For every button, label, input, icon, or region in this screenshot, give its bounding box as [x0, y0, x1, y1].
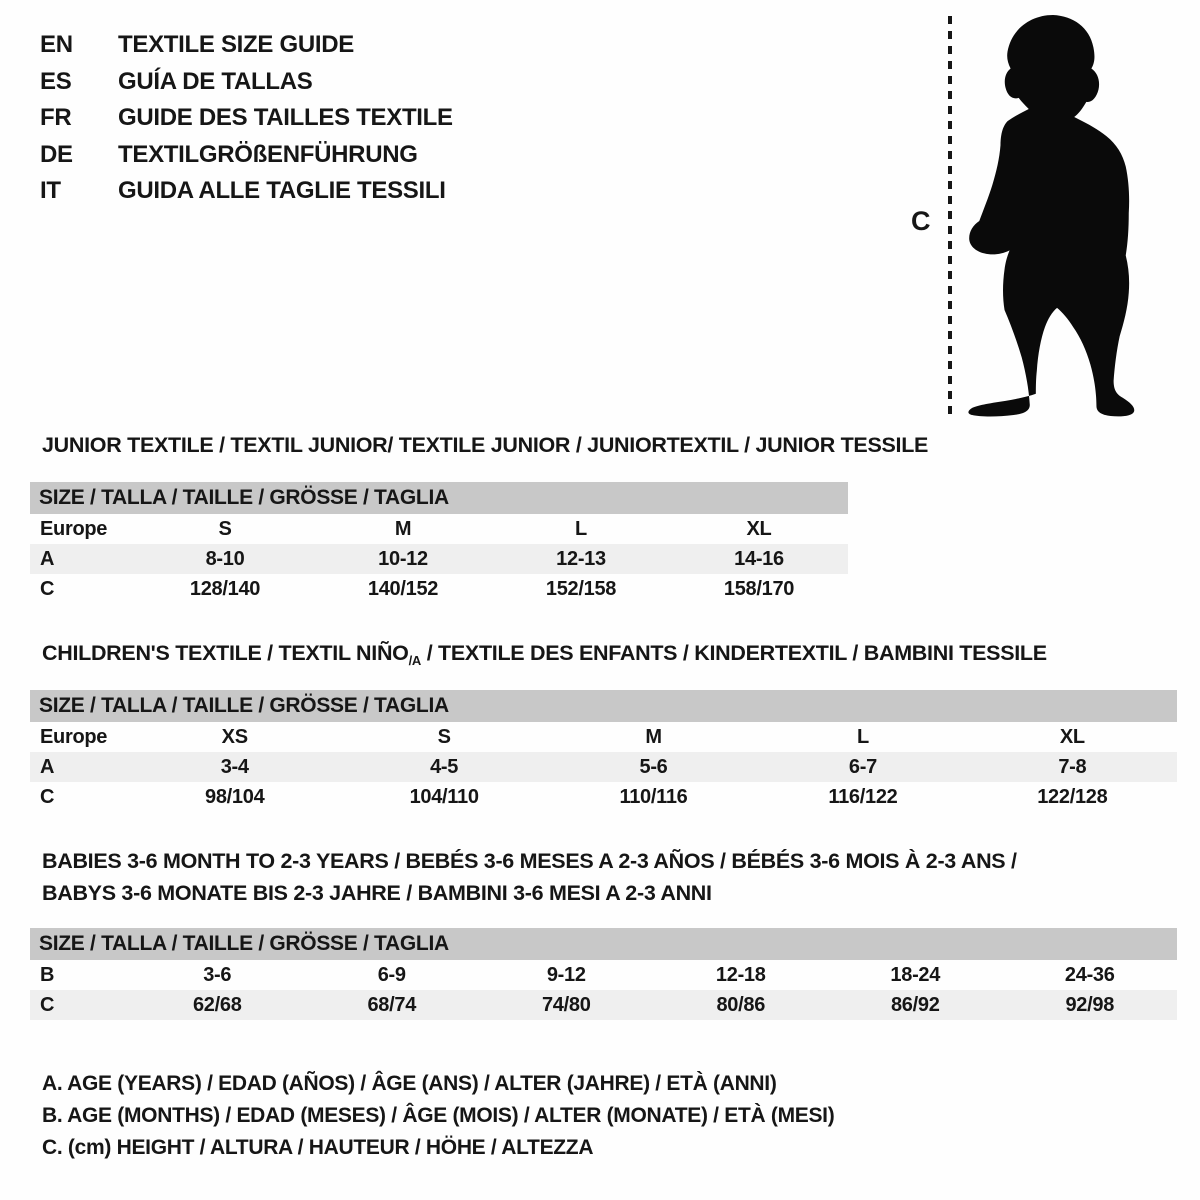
table-row-age [30, 752, 1177, 782]
size-cell: M [645, 726, 662, 748]
row-label-cell: C [40, 578, 55, 600]
size-cell: L [575, 518, 587, 540]
size-cell: S [218, 518, 232, 540]
size-cell: M [394, 518, 412, 540]
age-cell: 10-12 [378, 548, 428, 570]
guide-title-es: GUÍA DE TALLAS [118, 67, 313, 95]
toddler-silhouette-image [966, 13, 1138, 417]
table-row-height [30, 574, 848, 604]
age-cell: 7-8 [1058, 756, 1087, 778]
height-cell: 122/128 [1037, 786, 1108, 808]
size-cell: XS [221, 726, 248, 748]
months-cell: 3-6 [203, 964, 232, 986]
row-label-cell: C [40, 994, 55, 1016]
legend-line-height: C. (cm) HEIGHT / ALTURA / HAUTEUR / HÖHE / ALTEZZA [42, 1136, 594, 1159]
babies-section-title-line2: BABYS 3-6 MONATE BIS 2-3 JAHRE / BAMBINI 3-6 MESI A 2-3 ANNI [42, 881, 712, 905]
size-cell: L [856, 726, 869, 748]
lang-row-es [40, 68, 453, 105]
guide-title-it: GUIDA ALLE TAGLIE TESSILI [118, 177, 446, 204]
guide-title-fr: GUIDE DES TAILLES TEXTILE [118, 104, 453, 131]
age-cell: 6-7 [848, 756, 877, 778]
height-cell: 158/170 [723, 578, 795, 600]
table-row-sizes [30, 722, 1177, 752]
lang-code: FR [40, 104, 72, 131]
lang-code: EN [40, 31, 73, 58]
row-label-cell: Europe [40, 518, 108, 540]
height-measure-dashed-line [948, 16, 952, 420]
age-cell: 4-5 [430, 756, 459, 778]
height-cell: 98/104 [205, 786, 265, 808]
babies-section-title-line1: BABIES 3-6 MONTH TO 2-3 YEARS / BEBÉS 3-6 MESES A 2-3 AÑOS / BÉBÉS 3-6 MOIS À 2-3 ANS / [42, 849, 1017, 873]
table-row-age [30, 544, 848, 574]
height-cell: 62/68 [192, 994, 242, 1016]
row-label-cell: A [40, 756, 55, 778]
language-title-block [40, 31, 453, 214]
age-cell: 8-10 [205, 548, 245, 570]
months-cell: 9-12 [546, 964, 586, 986]
children-title-main: CHILDREN'S TEXTILE / TEXTIL NIÑO [42, 641, 409, 665]
guide-title-en: TEXTILE SIZE GUIDE [118, 31, 354, 58]
lang-row-it [40, 177, 453, 214]
size-cell: XL [1059, 726, 1085, 748]
row-label-cell: Europe [40, 726, 108, 748]
children-size-table [30, 690, 1177, 812]
height-cell: 104/110 [409, 786, 479, 808]
height-cell: 80/86 [716, 994, 766, 1016]
height-measure-label: C [911, 206, 931, 236]
height-cell: 92/98 [1065, 994, 1115, 1016]
height-cell: 86/92 [890, 994, 940, 1016]
row-label-cell: A [40, 548, 55, 570]
children-title-subscript: /A [408, 653, 422, 668]
height-cell: 74/80 [541, 994, 591, 1016]
size-header-bar: SIZE / TALLA / TAILLE / GRÖSSE / TAGLIA [30, 928, 1177, 960]
months-cell: 12-18 [715, 964, 766, 986]
age-cell: 12-13 [556, 548, 606, 570]
children-section-title [42, 641, 1047, 666]
size-cell: S [437, 726, 451, 748]
size-header-bar: SIZE / TALLA / TAILLE / GRÖSSE / TAGLIA [30, 482, 848, 514]
table-row-height [30, 782, 1177, 812]
table-row-height [30, 990, 1177, 1020]
children-title-rest: / TEXTILE DES ENFANTS / KINDERTEXTIL / BAMBINI TESSILE [421, 641, 1047, 665]
lang-row-de [40, 141, 453, 178]
lang-code: ES [40, 67, 72, 95]
height-cell: 110/116 [619, 786, 688, 808]
age-cell: 14-16 [734, 548, 784, 570]
legend-line-age-months: B. AGE (MONTHS) / EDAD (MESES) / ÂGE (MOIS) / ALTER (MONATE) / ETÀ (MESI) [42, 1104, 835, 1127]
size-cell: XL [746, 518, 772, 540]
height-cell: 116/122 [828, 786, 898, 808]
table-row-months [30, 960, 1177, 990]
guide-title-de: TEXTILGRÖßENFÜHRUNG [118, 140, 418, 168]
junior-section-title: JUNIOR TEXTILE / TEXTIL JUNIOR/ TEXTILE JUNIOR / JUNIORTEXTIL / JUNIOR TESSILE [42, 433, 929, 457]
lang-row-fr [40, 104, 453, 141]
height-cell: 68/74 [367, 994, 417, 1016]
height-cell: 152/158 [545, 578, 617, 600]
age-cell: 5-6 [639, 756, 668, 778]
legend-line-age-years: A. AGE (YEARS) / EDAD (AÑOS) / ÂGE (ANS) / ALTER (JAHRE) / ETÀ (ANNI) [42, 1072, 777, 1095]
months-cell: 6-9 [377, 964, 406, 986]
age-cell: 3-4 [220, 756, 249, 778]
babies-size-table [30, 928, 1177, 1020]
lang-row-en [40, 31, 453, 68]
row-label-cell: C [40, 786, 55, 808]
months-cell: 18-24 [890, 964, 941, 986]
months-cell: 24-36 [1064, 964, 1115, 986]
height-cell: 140/152 [367, 578, 439, 600]
lang-code: IT [40, 177, 61, 204]
height-cell: 128/140 [189, 578, 261, 600]
lang-code: DE [40, 140, 73, 168]
table-row-sizes [30, 514, 848, 544]
junior-size-table [30, 482, 848, 604]
size-header-bar: SIZE / TALLA / TAILLE / GRÖSSE / TAGLIA [30, 690, 1177, 722]
row-label-cell: B [40, 964, 55, 986]
